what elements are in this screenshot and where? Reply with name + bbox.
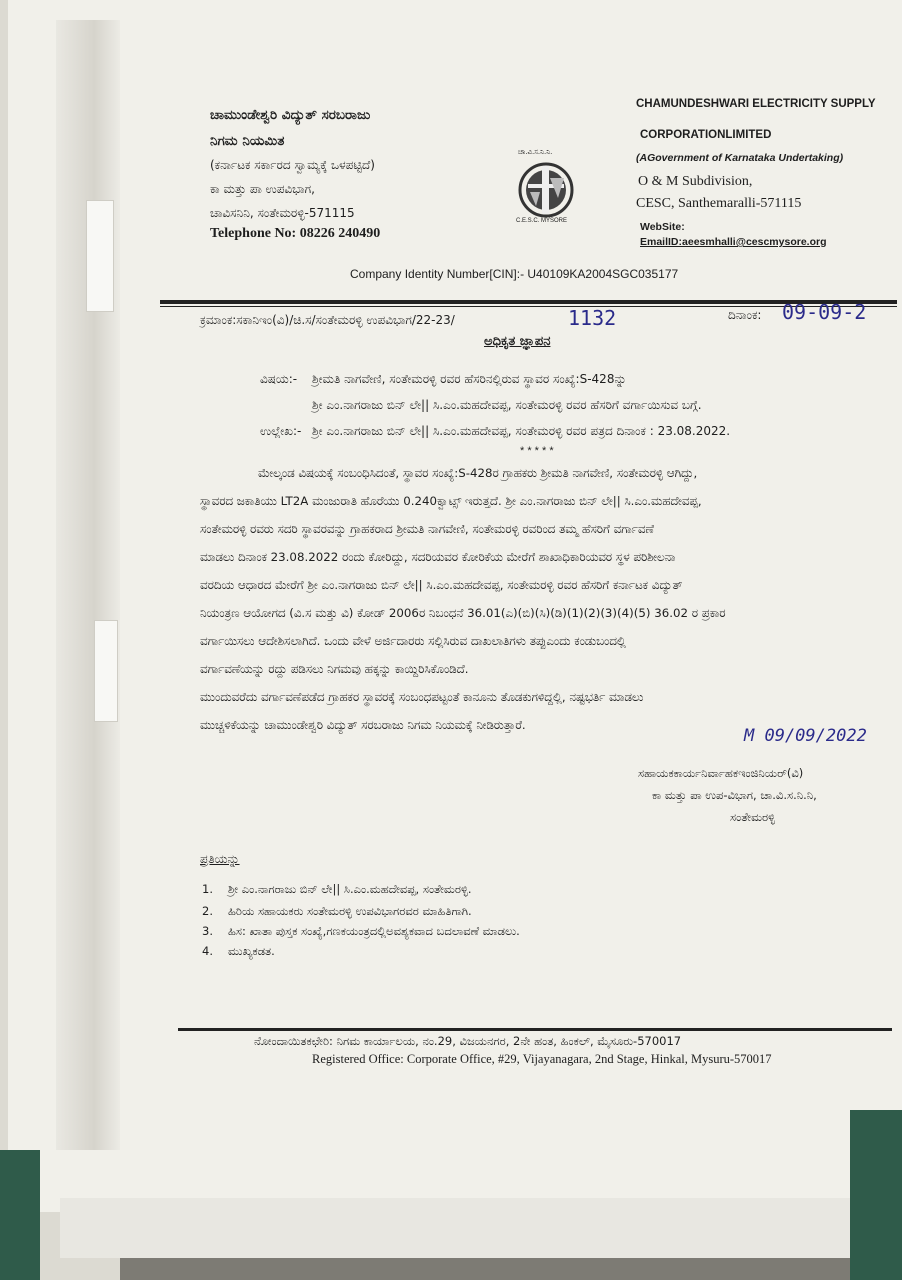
copy-item-number: 3. <box>202 924 213 938</box>
website-label: WebSite: <box>640 221 685 233</box>
logo-text-kannada: ಚಾ.ವಿ.ಸ.ನಿ.ನಿ. <box>518 148 553 156</box>
reference-number: ಕ್ರಮಾಂಕ:ಸಕಾನಿಇಂ(ವಿ)/ಚಿ.ಸ/ಸಂತೇಮರಳ್ಳಿ ಉಪವಿಭಾಗ/22-23/ <box>200 313 455 327</box>
logo-text-english: C.E.S.C. MYSORE <box>516 218 568 224</box>
org-name-kannada: ಚಾಮುಂಡೇಶ್ವರಿ ವಿದ್ಯುತ್ ಸರಬರಾಜು <box>210 107 371 123</box>
org-status-english: (AGovernment of Karnataka Undertaking) <box>636 152 844 164</box>
subject-line-2: ಶ್ರೀ ಎಂ.ನಾಗರಾಜು ಬಿನ್ ಲೇ|| ಸಿ.ಎಂ.ಮಹದೇವಪ್ಪ, ಸಂತೇಮರಳ್ಳಿ ರವರ ಹೆಸರಿಗೆ ವರ್ಗಾಯಿಸುವ ಬಗ್ಗೆ. <box>312 398 702 412</box>
body-line: ಮಾಡಲು ದಿನಾಂಕ 23.08.2022 ರಂದು ಕೋರಿದ್ದು, ಸದರಿಯವರ ಕೋರಿಕೆಯ ಮೇರೆಗೆ ಶಾಖಾಧಿಕಾರಿಯವರ ಸ್ಥಳ ಪರಿಶೀಲನಾ <box>200 550 676 564</box>
subdivision-kannada: ಕಾ ಮತ್ತು ಪಾ ಉಪವಿಭಾಗ, <box>210 182 315 196</box>
footer-rule <box>178 1028 892 1031</box>
file-tab <box>86 200 114 312</box>
copy-item: ಹಿಸ: ಖಾತಾ ಪುಸ್ತಕ ಸಂಖ್ಯೆ,ಗಣಕಯಂತ್ರದಲ್ಲಿಅವಶ್ಯಕವಾದ ಬದಲಾವಣೆ ಮಾಡಲು. <box>228 924 520 938</box>
date-label: ದಿನಾಂಕ: <box>728 308 762 322</box>
document-title: ಅಧಿಕೃತ ಜ್ಞಾಪನ <box>484 334 551 349</box>
body-line: ನಿಯಂತ್ರಣ ಆಯೋಗದ (ವಿ.ಸ ಮತ್ತು ವಿ) ಕೋಡ್ 2006ರ ನಿಬಂಧನೆ 36.01(ಎ)(ಬಿ)(ಸಿ)(ಡಿ)(1)(2)(3)(4)(5) 36.02 ರ ಪ್ರಕಾರ <box>200 606 726 620</box>
registered-office-english: Registered Office: Corporate Office, #29, Vijayanagara, 2nd Stage, Hinkal, Mysuru-570017 <box>312 1052 772 1066</box>
file-tab <box>94 620 118 722</box>
background-surface <box>850 1110 902 1280</box>
org-status-kannada: (ಕರ್ನಾಟಕ ಸರ್ಕಾರದ ಸ್ವಾಮ್ಯಕ್ಕೆ ಒಳಪಟ್ಟಿದೆ) <box>210 158 375 172</box>
body-line: ಮೇಲ್ಕಂಡ ವಿಷಯಕ್ಕೆ ಸಂಬಂಧಿಸಿದಂತೆ, ಸ್ಥಾವರ ಸಂಖ್ಯೆ:S-428ರ ಗ್ರಾಹಕರು ಶ್ರೀಮತಿ ನಾಗವೇಣಿ, ಸಂತೇಮರಳ್ಳಿ ಆಗಿದ್ದು, <box>258 466 698 480</box>
bottom-margin <box>60 1198 860 1258</box>
separator-stars: * * * * * <box>520 445 554 457</box>
body-line: ವರ್ಗಾವಣೆಯನ್ನು ರದ್ದು ಪಡಿಸಲು ನಿಗಮವು ಹಕ್ಕನ್ನು ಕಾಯ್ದಿರಿಸಿಕೊಂಡಿದೆ. <box>200 662 469 676</box>
address-kannada: ಚಾವಿಸನಿನಿ, ಸಂತೇಮರಳ್ಳಿ-571115 <box>210 206 355 220</box>
body-line: ಮುಚ್ಚಳಿಕೆಯನ್ನು ಚಾಮುಂಡೇಶ್ವರಿ ವಿದ್ಯುತ್ ಸರಬರಾಜು ನಿಗಮ ನಿಯಮಕ್ಕೆ ನೀಡಿರುತ್ತಾರೆ. <box>200 718 526 732</box>
handwritten-number: 1132 <box>568 306 617 330</box>
body-line: ವರ್ಗಾಯಿಸಲು ಆದೇಶಿಸಲಾಗಿದೆ. ಒಂದು ವೇಳೆ ಅರ್ಜಿದಾರರು ಸಲ್ಲಿಸಿರುವ ದಾಖಲಾತಿಗಳು ತಪ್ಪುಎಂದು ಕಂಡುಬಂದಲ್ಲಿ <box>200 634 626 648</box>
paper-fold <box>56 20 120 1150</box>
cesc-logo-icon <box>508 148 588 228</box>
body-line: ವರದಿಯ ಆಧಾರದ ಮೇರೆಗೆ ಶ್ರೀ ಎಂ.ನಾಗರಾಜು ಬಿನ್ ಲೇ|| ಸಿ.ಎಂ.ಮಹದೇವಪ್ಪ, ಸಂತೇಮರಳ್ಳಿ ರವರ ಹೆಸರಿಗೆ ಕರ್ನಾಟಕ ವಿದ್ಯುತ್ <box>200 578 683 592</box>
copy-item-number: 4. <box>202 944 213 958</box>
body-line: ಮುಂದುವರೆದು ವರ್ಗಾವಣೆಪಡೆದ ಗ್ರಾಹಕರ ಸ್ಥಾವರಕ್ಕೆ ಸಂಬಂಧಪಟ್ಟಂತೆ ಕಾನೂನು ತೊಡಕುಗಳಿದ್ದಲ್ಲಿ, ನಷ್ಟಭರ್ತಿ ಮಾಡಲು <box>200 690 644 704</box>
subdivision-english: O & M Subdivision, <box>638 174 753 189</box>
body-line: ಸ್ಥಾವರದ ಜಕಾತಿಯು LT2A ಮಂಜುರಾತಿ ಹೊರೆಯು 0.240ಕ್ವಾಟ್ಸ್ ಇರುತ್ತದೆ. ಶ್ರೀ ಎಂ.ನಾಗರಾಜು ಬಿನ್ ಲೇ|| ಸಿ.ಎಂ.ಮಹದೇವಪ್ಪ, <box>200 494 702 508</box>
copies-heading: ಪ್ರತಿಯನ್ನು <box>200 852 240 866</box>
reference-label: ಉಲ್ಲೇಖ:- <box>260 424 302 438</box>
copy-item-number: 1. <box>202 882 213 896</box>
email-address: EmailID:aeesmhalli@cescmysore.org <box>640 236 827 248</box>
signatory-designation: ಸಹಾಯಕಕಾರ್ಯನಿರ್ವಾಹಕಇಂಜಿನಿಯರ್(ವಿ) <box>638 766 804 780</box>
copy-item: ಶ್ರೀ ಎಂ.ನಾಗರಾಜು ಬಿನ್ ಲೇ|| ಸಿ.ಎಂ.ಮಹದೇವಪ್ಪ, ಸಂತೇಮರಳ್ಳಿ. <box>228 882 472 896</box>
background-surface <box>0 1150 40 1280</box>
handwritten-date: 09-09-2 <box>782 300 867 324</box>
copy-item: ಹಿರಿಯ ಸಹಾಯಕರು ಸಂತೇಮರಳ್ಳಿ ಉಪವಿಭಾಗರವರ ಮಾಹಿತಿಗಾಗಿ. <box>228 904 472 918</box>
copy-item-number: 2. <box>202 904 213 918</box>
telephone: Telephone No: 08226 240490 <box>210 226 381 241</box>
reference-text: ಶ್ರೀ ಎಂ.ನಾಗರಾಜು ಬಿನ್ ಲೇ|| ಸಿ.ಎಂ.ಮಹದೇವಪ್ಪ, ಸಂತೇಮರಳ್ಳಿ ರವರ ಪತ್ರದ ದಿನಾಂಕ : 23.08.2022. <box>312 424 731 438</box>
org-name-english-2: CORPORATIONLIMITED <box>640 129 772 141</box>
signatory-place: ಸಂತೇಮರಳ್ಳಿ <box>730 810 776 824</box>
handwritten-signature: M 09/09/2022 <box>744 726 867 746</box>
copy-item: ಮುಖ್ಯಕಡತ. <box>228 944 275 958</box>
subject-label: ವಿಷಯ:- <box>260 372 298 386</box>
org-name-english: CHAMUNDESHWARI ELECTRICITY SUPPLY <box>636 98 876 110</box>
registered-office-kannada: ನೋಂದಾಯಿತಕಛೇರಿ: ನಿಗಮ ಕಾರ್ಯಾಲಯ, ನಂ.29, ವಿಜಯನಗರ, 2ನೇ ಹಂತ, ಹಿಂಕಲ್, ಮೈಸೂರು-570017 <box>254 1034 682 1048</box>
subject-line-1: ಶ್ರೀಮತಿ ನಾಗವೇಣಿ, ಸಂತೇಮರಳ್ಳಿ ರವರ ಹೆಸರಿನಲ್ಲಿರುವ ಸ್ಥಾವರ ಸಂಖ್ಯೆ:S-428ನ್ನು <box>312 372 627 386</box>
company-cin: Company Identity Number[CIN]:- U40109KA2004SGC035177 <box>350 267 679 281</box>
body-line: ಸಂತೇಮರಳ್ಳಿ ರವರು ಸದರಿ ಸ್ಥಾವರವನ್ನು ಗ್ರಾಹಕರಾದ ಶ್ರೀಮತಿ ನಾಗವೇಣಿ, ಸಂತೇಮರಳ್ಳಿ ರವರಿಂದ ತಮ್ಮ ಹೆಸರಿಗೆ ವರ್ಗಾವಣೆ <box>200 522 654 536</box>
signatory-office: ಕಾ ಮತ್ತು ಪಾ ಉಪ-ವಿಭಾಗ, ಚಾ.ವಿ.ಸ.ನಿ.ನಿ, <box>652 788 817 802</box>
address-english: CESC, Santhemaralli-571115 <box>636 196 802 211</box>
org-name-kannada-2: ನಿಗಮ ನಿಯಮಿತ <box>210 133 285 149</box>
